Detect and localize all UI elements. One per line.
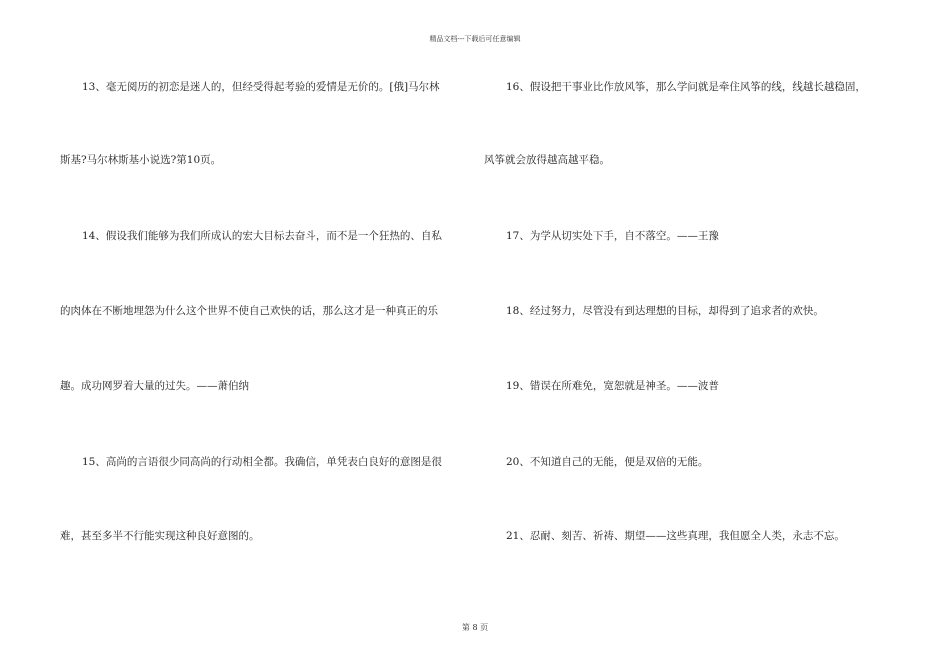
quote-13-line-2: 斯基?马尔林斯基小说选?第10页。	[60, 154, 222, 166]
quote-17: 17、为学从切实处下手，自不落空。——王豫	[506, 230, 719, 242]
quote-14-line-1: 14、假设我们能够为我们所成认的宏大目标去奋斗，而不是一个狂热的、自私	[82, 230, 442, 242]
quote-21: 21、忍耐、刻苦、祈祷、期望——这些真理，我但愿全人类，永志不忘。	[506, 530, 845, 542]
quote-16-line-1: 16、假设把干事业比作放风筝，那么学问就是牵住风筝的线，线越长越稳固，	[506, 81, 866, 93]
quote-15-line-1: 15、高尚的言语很少同高尚的行动相全都。我确信，单凭表白良好的意图是很	[82, 456, 442, 468]
quote-16-line-2: 风筝就会放得越高越平稳。	[484, 154, 610, 166]
quote-20: 20、不知道自己的无能，便是双倍的无能。	[506, 456, 709, 468]
quote-13-line-1: 13、毫无阅历的初恋是迷人的，但经受得起考验的爱情是无价的。[俄]马尔林	[82, 81, 440, 93]
page-header: 精品文档---下载后可任意编辑	[429, 35, 521, 43]
quote-18: 18、经过努力，尽管没有到达理想的目标，却得到了追求者的欢快。	[506, 305, 824, 317]
quote-19: 19、错误在所难免，宽恕就是神圣。——波普	[506, 380, 719, 392]
quote-15-line-2: 难，甚至多半不行能实现这种良好意图的。	[60, 530, 260, 542]
page-number: 第 8 页	[461, 623, 489, 632]
quote-14-line-3: 趣。成功网罗着大量的过失。——萧伯纳	[60, 380, 249, 392]
quote-14-line-2: 的肉体在不断地埋怨为什么这个世界不使自己欢快的话，那么这才是一种真正的乐	[60, 305, 438, 317]
